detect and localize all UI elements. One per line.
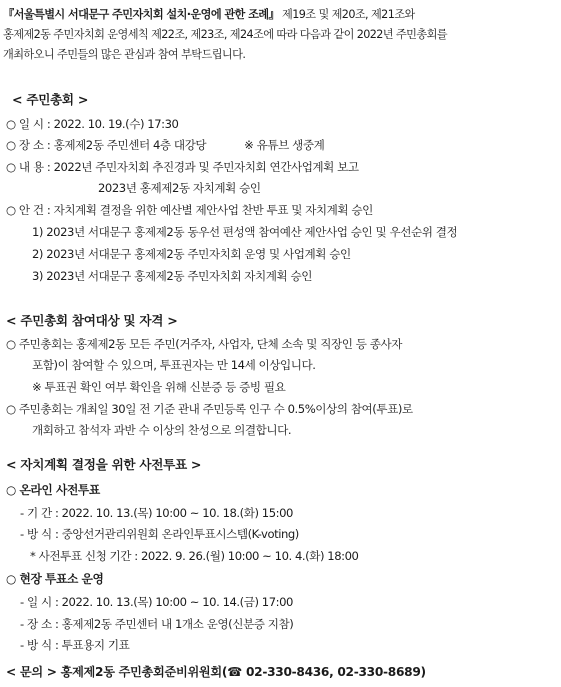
prevote-heading: < 자치계획 결정을 위한 사전투표 > — [6, 457, 202, 472]
site-method: - 방 식 : 투표용지 기표 — [20, 638, 130, 652]
agenda-item-3: 3) 2023년 서대문구 홍제제2동 주민자치회 자치계획 승인 — [32, 269, 313, 283]
assembly-content-2: 2023년 홍제제2동 자치계획 승인 — [98, 181, 261, 195]
eligibility-line-2: 포함)이 참여할 수 있으며, 투표권자는 만 14세 이상입니다. — [32, 358, 316, 372]
assembly-agenda: ○ 안 건 : 자치계획 결정을 위한 예산별 제안사업 찬반 투표 및 자치계획 승인 — [6, 203, 373, 217]
site-date: - 일 시 : 2022. 10. 13.(목) 10:00 ~ 10. 14.(금) 17:00 — [20, 595, 293, 609]
eligibility-line-1: ○ 주민총회는 홍제제2동 모든 주민(거주자, 사업자, 단체 소속 및 직장인 등 종사자 — [6, 337, 402, 351]
online-prevote-heading: ○ 온라인 사전투표 — [6, 483, 100, 497]
site-place: - 장 소 : 홍제제2동 주민센터 내 1개소 운영(신분증 지참) — [20, 617, 294, 631]
agenda-item-2: 2) 2023년 서대문구 홍제제2동 주민자치회 운영 및 사업계획 승인 — [32, 247, 351, 261]
assembly-date: ○ 일 시 : 2022. 10. 19.(수) 17:30 — [6, 117, 179, 131]
youtube-note: ※ 유튜브 생중계 — [244, 138, 325, 152]
assembly-place-text: ○ 장 소 : 홍제제2동 주민센터 4층 대강당 — [6, 138, 207, 152]
eligibility-line-4: ○ 주민총회는 개최일 30일 전 기준 관내 주민등록 인구 수 0.5%이상의 참여(투표)로 — [6, 402, 413, 416]
contact-line: < 문의 > 홍제제2동 주민총회준비위원회(☎ 02-330-8436, 02-330-8689) — [6, 665, 426, 679]
online-method: - 방 식 : 중앙선거관리위원회 온라인투표시스템(K-voting) — [20, 527, 299, 541]
site-poll-heading: ○ 현장 투표소 운영 — [6, 572, 104, 586]
intro-line-1 — [3, 7, 415, 23]
intro-line-3: 개최하오니 주민들의 많은 관심과 참여 부탁드립니다. — [3, 48, 246, 61]
eligibility-line-5: 개회하고 참석자 과반 수 이상의 찬성으로 의결합니다. — [32, 423, 292, 437]
intro-line-1-rest: 제19조 및 제20조, 제21조와 — [279, 8, 415, 21]
online-period: - 기 간 : 2022. 10. 13.(목) 10:00 ~ 10. 18.(화) 15:00 — [20, 506, 293, 520]
assembly-heading: < 주민총회 > — [12, 92, 89, 107]
intro-line-2: 홍제제2동 주민자치회 운영세칙 제22조, 제23조, 제24조에 따라 다음과 같이 2022년 주민총회를 — [3, 28, 448, 41]
assembly-content: ○ 내 용 : 2022년 주민자치회 추진경과 및 주민자치회 연간사업계획 보고 — [6, 160, 359, 174]
eligibility-heading: < 주민총회 참여대상 및 자격 > — [6, 313, 178, 328]
assembly-place — [6, 137, 324, 153]
law-title: 『서울특별시 서대문구 주민자치회 설치·운영에 관한 조례』 — [3, 8, 280, 21]
eligibility-note: ※ 투표권 확인 여부 확인을 위해 신분증 등 증빙 필요 — [32, 380, 286, 394]
online-apply-period: * 사전투표 신청 기간 : 2022. 9. 26.(월) 10:00 ~ 10. 4.(화) 18:00 — [30, 549, 359, 563]
agenda-item-1: 1) 2023년 서대문구 홍제제2동 동우선 편성액 참여예산 제안사업 승인 및 우선순위 결정 — [32, 225, 458, 239]
